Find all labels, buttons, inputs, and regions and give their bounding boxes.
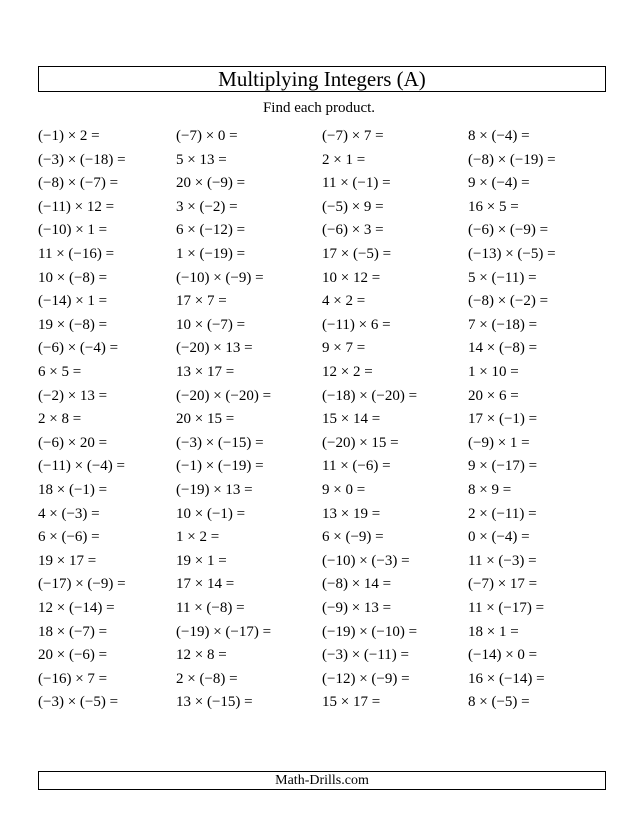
problem-item: (−8) × (−19) =	[468, 151, 556, 168]
problem-item: 11 × (−6) =	[322, 458, 391, 475]
problem-item: 11 × (−3) =	[468, 552, 537, 569]
problem-item: 12 × (−14) =	[38, 600, 115, 616]
problem-item: 1 × 10 =	[468, 364, 519, 380]
problem-item: (−10) × (−3) =	[322, 552, 410, 569]
problem-item: 1 × 2 =	[176, 529, 220, 546]
problem-item: (−8) × (−7) =	[38, 175, 119, 192]
problem-item: 20 × (−6) =	[38, 647, 108, 664]
problem-item: (−7) × 17 =	[468, 576, 538, 593]
problem-item: 8 × (−4) =	[468, 128, 530, 144]
problem-item: 4 × 2 =	[322, 293, 366, 310]
problem-item: 6 × (−12) =	[176, 222, 246, 239]
problem-item: 15 × 17 =	[322, 694, 381, 711]
problem-item: 11 × (−1) =	[322, 175, 391, 192]
footer-box	[38, 771, 606, 790]
problem-item: 16 × (−14) =	[468, 670, 545, 687]
problem-item: 20 × 6 =	[468, 387, 519, 404]
problem-item: (−1) × (−19) =	[176, 458, 264, 475]
problem-item: 17 × 14 =	[176, 576, 235, 593]
problem-item: 2 × (−8) =	[176, 670, 238, 687]
worksheet-title-box	[38, 66, 606, 92]
problem-item: (−1) × 2 =	[38, 128, 100, 144]
problem-item: 17 × (−5) =	[322, 246, 392, 262]
problem-item: (−6) × 3 =	[322, 222, 384, 239]
problem-item: 8 × 9 =	[468, 482, 512, 498]
problem-item: 10 × (−8) =	[38, 269, 108, 286]
problem-item: (−3) × (−11) =	[322, 647, 410, 664]
problem-item: 9 × (−17) =	[468, 458, 538, 475]
problem-item: (−16) × 7 =	[38, 670, 108, 687]
problem-item: (−19) × (−17) =	[176, 623, 272, 640]
problem-item: 5 × (−11) =	[468, 269, 537, 286]
problem-item: (−6) × (−4) =	[38, 340, 119, 357]
problem-item: 0 × (−4) =	[468, 529, 530, 546]
problem-item: (−11) × (−4) =	[38, 458, 126, 475]
problem-item: 19 × (−8) =	[38, 316, 108, 333]
problem-item: 10 × 12 =	[322, 269, 381, 286]
problem-item: (−19) × (−10) =	[322, 623, 418, 640]
problem-item: 8 × (−5) =	[468, 694, 530, 711]
problem-item: 19 × 17 =	[38, 552, 97, 569]
instruction-text: Find each product.	[262, 100, 376, 116]
problem-item: 5 × 13 =	[176, 151, 227, 168]
problem-item: (−19) × 13 =	[176, 482, 253, 498]
problem-item: 9 × 0 =	[322, 482, 366, 498]
problem-grid	[0, 129, 638, 719]
problem-item: 15 × 14 =	[322, 411, 381, 428]
problem-item: (−3) × (−18) =	[38, 151, 126, 168]
problem-item: (−12) × (−9) =	[322, 670, 410, 687]
problem-item: 7 × (−18) =	[468, 316, 538, 333]
problem-item: (−9) × 1 =	[468, 434, 530, 451]
problem-item: 16 × 5 =	[468, 198, 519, 215]
problem-item: (−10) × (−9) =	[176, 269, 264, 286]
problem-item: (−8) × (−2) =	[468, 293, 549, 310]
problem-item: 6 × 5 =	[38, 364, 82, 380]
problem-item: (−20) × 13 =	[176, 340, 253, 357]
problem-item: (−7) × 7 =	[322, 128, 384, 144]
problem-item: 10 × (−1) =	[176, 505, 246, 522]
problem-item: (−5) × 9 =	[322, 198, 384, 215]
problem-item: 17 × 7 =	[176, 293, 227, 310]
problem-item: (−14) × 0 =	[468, 647, 538, 664]
problem-item: (−13) × (−5) =	[468, 246, 556, 262]
problem-item: 9 × (−4) =	[468, 175, 530, 192]
problem-item: 13 × 19 =	[322, 505, 381, 522]
problem-item: 18 × 1 =	[468, 623, 519, 640]
problem-item: 20 × 15 =	[176, 411, 235, 428]
problem-item: 1 × (−19) =	[176, 246, 246, 262]
problem-item: 20 × (−9) =	[176, 175, 246, 192]
problem-item: 12 × 2 =	[322, 364, 373, 380]
problem-item: 11 × (−17) =	[468, 600, 545, 616]
problem-item: (−14) × 1 =	[38, 293, 108, 310]
problem-item: 2 × (−11) =	[468, 505, 537, 522]
problem-item: (−18) × (−20) =	[322, 387, 418, 404]
problem-item: (−8) × 14 =	[322, 576, 392, 593]
problem-item: 17 × (−1) =	[468, 411, 538, 428]
worksheet-title: Multiplying Integers (A)	[218, 66, 426, 91]
problem-item: 19 × 1 =	[176, 552, 227, 569]
problem-item: 11 × (−16) =	[38, 246, 115, 262]
footer-text: Math-Drills.com	[275, 772, 369, 788]
problem-item: (−20) × 15 =	[322, 434, 399, 451]
problem-item: 3 × (−2) =	[176, 198, 238, 215]
problem-item: 18 × (−7) =	[38, 623, 108, 640]
problem-item: (−11) × 12 =	[38, 198, 115, 215]
problem-item: 2 × 1 =	[322, 151, 366, 168]
problem-item: (−11) × 6 =	[322, 316, 391, 333]
problem-item: 4 × (−3) =	[38, 505, 100, 522]
problem-item: 18 × (−1) =	[38, 482, 108, 498]
problem-item: (−9) × 13 =	[322, 600, 392, 616]
problem-item: (−17) × (−9) =	[38, 576, 126, 593]
problem-item: (−3) × (−5) =	[38, 694, 119, 711]
problem-item: (−6) × 20 =	[38, 434, 108, 451]
problem-item: 2 × 8 =	[38, 411, 82, 428]
problem-item: (−20) × (−20) =	[176, 387, 272, 404]
problem-item: 13 × 17 =	[176, 364, 235, 380]
problem-item: 10 × (−7) =	[176, 316, 246, 333]
problem-item: 11 × (−8) =	[176, 600, 245, 616]
problem-item: (−10) × 1 =	[38, 222, 108, 239]
problem-item: (−2) × 13 =	[38, 387, 108, 404]
problem-item: 6 × (−6) =	[38, 529, 100, 546]
problem-item: 12 × 8 =	[176, 647, 227, 664]
problem-item: 14 × (−8) =	[468, 340, 538, 357]
problem-item: (−7) × 0 =	[176, 128, 238, 144]
problem-item: 9 × 7 =	[322, 340, 366, 357]
problem-item: (−3) × (−15) =	[176, 434, 264, 451]
problem-item: 6 × (−9) =	[322, 529, 384, 546]
problem-item: 13 × (−15) =	[176, 694, 253, 711]
problem-item: (−6) × (−9) =	[468, 222, 549, 239]
